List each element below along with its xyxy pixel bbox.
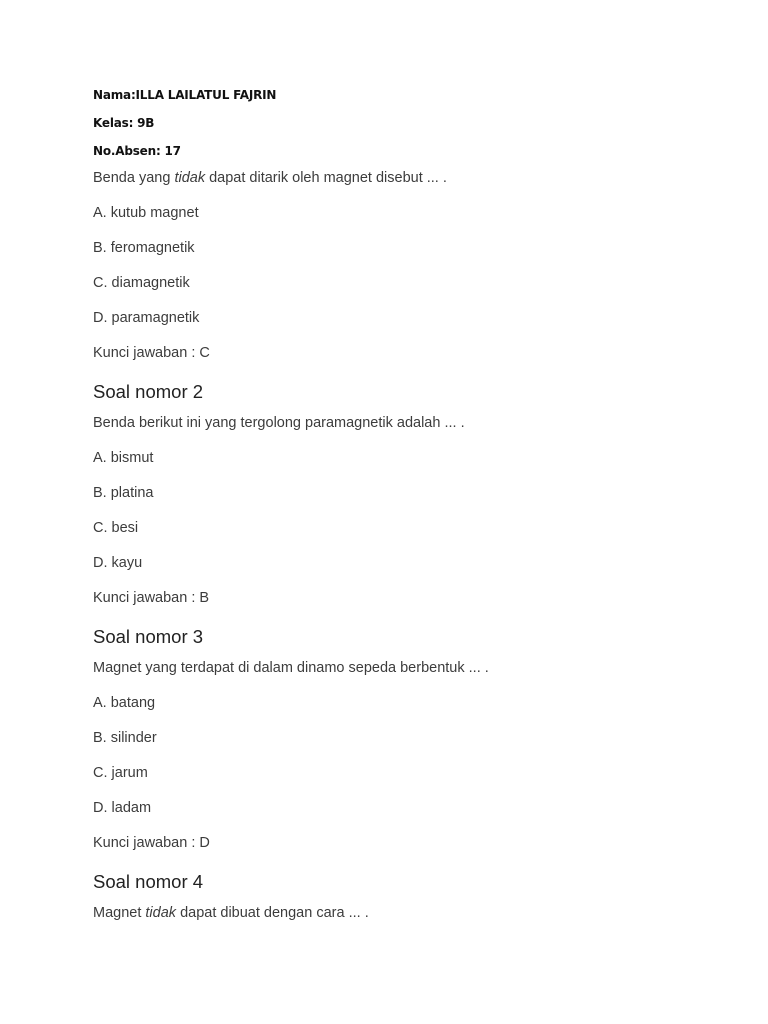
question-3-option-b: B. silinder — [93, 730, 157, 746]
question-3-option-d: D. ladam — [93, 800, 152, 816]
question-1-option-d: D. paramagnetik — [93, 310, 200, 326]
question-3-heading: Soal nomor 3 — [93, 626, 204, 647]
question-2-option-c: C. besi — [93, 520, 139, 536]
question-4-heading: Soal nomor 4 — [93, 871, 204, 892]
question-2-option-b: B. platina — [93, 485, 154, 501]
question-2-option-a: A. bismut — [93, 450, 154, 466]
student-class: Kelas: 9B — [93, 116, 155, 130]
question-1-option-b: B. feromagnetik — [93, 240, 195, 256]
question-2-heading: Soal nomor 2 — [93, 381, 204, 402]
student-name: Nama:ILLA LAILATUL FAJRIN — [93, 88, 277, 102]
question-2-stem: Benda berikut ini yang tergolong paramagnetik adalah ... . — [93, 415, 465, 431]
question-2-option-d: D. kayu — [93, 555, 143, 571]
question-1-stem-end: dapat ditarik oleh magnet disebut ... . — [205, 170, 447, 186]
student-number: No.Absen: 17 — [93, 144, 181, 158]
question-4-stem-emphasis: tidak — [145, 905, 177, 921]
question-1-answer: Kunci jawaban : C — [93, 345, 210, 361]
question-3-answer: Kunci jawaban : D — [93, 835, 210, 851]
question-4-stem-end: dapat dibuat dengan cara ... . — [176, 905, 369, 921]
question-1-stem-emphasis: tidak — [174, 170, 206, 186]
question-1-stem — [93, 170, 447, 186]
question-3-option-a: A. batang — [93, 695, 156, 711]
question-4-stem — [93, 905, 369, 921]
question-3-option-c: C. jarum — [93, 765, 148, 781]
question-1-stem-start: Benda yang — [93, 170, 175, 186]
question-3-stem: Magnet yang terdapat di dalam dinamo sepeda berbentuk ... . — [93, 660, 489, 676]
question-4-stem-start: Magnet — [93, 905, 146, 921]
question-1-option-a: A. kutub magnet — [93, 205, 199, 221]
question-2-answer: Kunci jawaban : B — [93, 590, 210, 606]
question-1-option-c: C. diamagnetik — [93, 275, 190, 291]
